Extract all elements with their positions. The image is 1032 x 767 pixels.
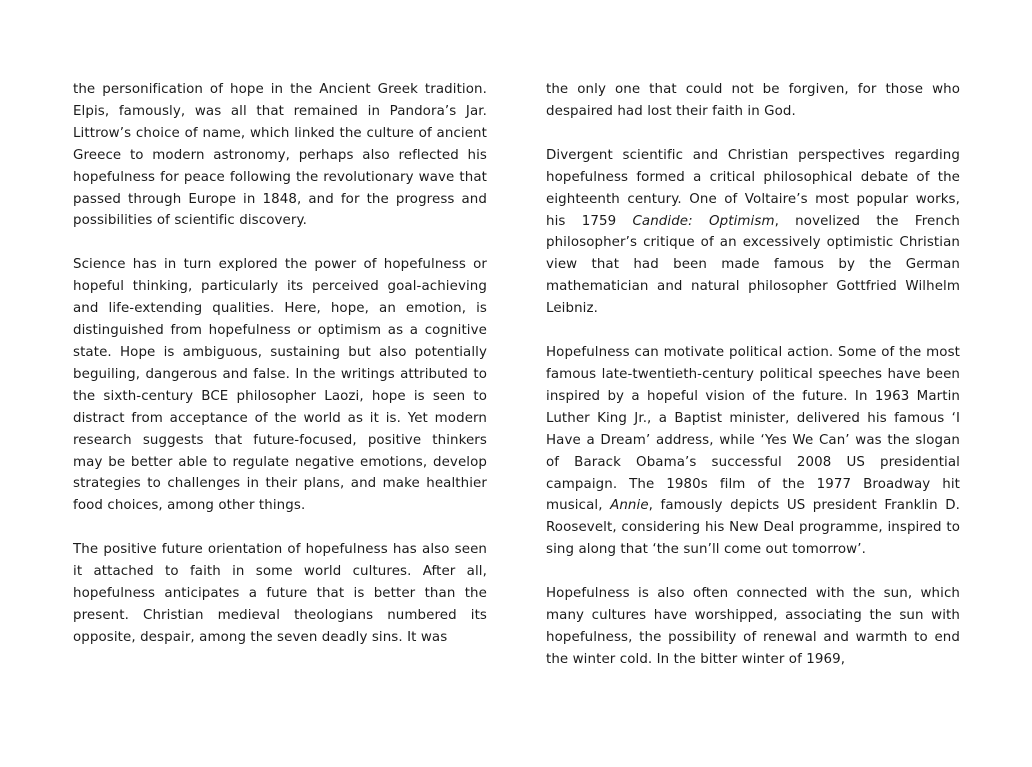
right-paragraph-2: [546, 145, 960, 320]
left-paragraph-2: Science has in turn explored the power of hopefulness or hopeful thinking, particularly its perceived goal-achieving and life-extending qualities. Here, hope, an emotion, is distinguished from hopefulness or optimism as a cognitive state. Hope is ambiguous, sustaining but also potentially beguiling, dangerous and false. In the writings attributed to the sixth-century BCE philosopher Laozi, hope is seen to distract from acceptance of the world as it is. Yet modern research suggests that future-focused, positive thinkers may be better able to regulate negative emotions, develop strategies to challenges in their plans, and make healthier food choices, among other things.: [73, 257, 487, 514]
right-paragraph-1: the only one that could not be forgiven, for those who despaired had lost their faith in God.: [546, 82, 960, 119]
paragraph-text: Divergent scientific and Christian perspectives regarding hopefulness formed a critical philosophical debate of the eighteenth century. One of Voltaire’s most popular works, his 1759: [546, 147, 960, 229]
book-title-candide: Candide: Optimism: [632, 213, 775, 229]
left-column: [73, 79, 487, 671]
paragraph-text: Hopefulness can motivate political action. Some of the most famous late-twentieth-century political speeches have been inspired by a hopeful vision of the future. In 1963 Martin Luther King Jr., a Baptist minister, delivered his famous ‘I Have a Dream’ address, while ‘Yes We Can’ was the slogan of Barack Obama’s successful 2008 US presidential campaign. The 1980s film of the 1977 Broadway hit musical,: [546, 345, 960, 514]
right-paragraph-3: [546, 342, 960, 561]
paragraph-text: , famously depicts US president Franklin D. Roosevelt, considering his New Deal programme, inspired to sing along that ‘the sun’ll come out tomorrow’.: [546, 498, 960, 558]
left-paragraph-3: The positive future orientation of hopefulness has also seen it attached to faith in some world cultures. After all, hopefulness anticipates a future that is better than the present. Christian medieval theologians numbered its opposite, despair, among the seven deadly sins. It was: [73, 542, 487, 645]
paragraph-text: , novelized the French philosopher’s critique of an excessively optimistic Christian view that had been made famous by the German mathematician and natural philosopher Gottfried Wilhelm Leibniz.: [546, 213, 960, 317]
right-column: [546, 79, 960, 693]
left-paragraph-1: the personification of hope in the Ancient Greek tradition. Elpis, famously, was all that remained in Pandora’s Jar. Littrow’s choice of name, which linked the culture of ancient Greece to modern astronomy, perhaps also reflected his hopefulness for peace following the revolutionary wave that passed through Europe in 1848, and for the progress and possibilities of scientific discovery.: [73, 82, 487, 229]
film-title-annie: Annie: [610, 498, 649, 514]
right-paragraph-4: Hopefulness is also often connected with the sun, which many cultures have worshipped, associating the sun with hopefulness, the possibility of renewal and warmth to end the winter cold. In the bitter winter of 1969,: [546, 586, 960, 667]
